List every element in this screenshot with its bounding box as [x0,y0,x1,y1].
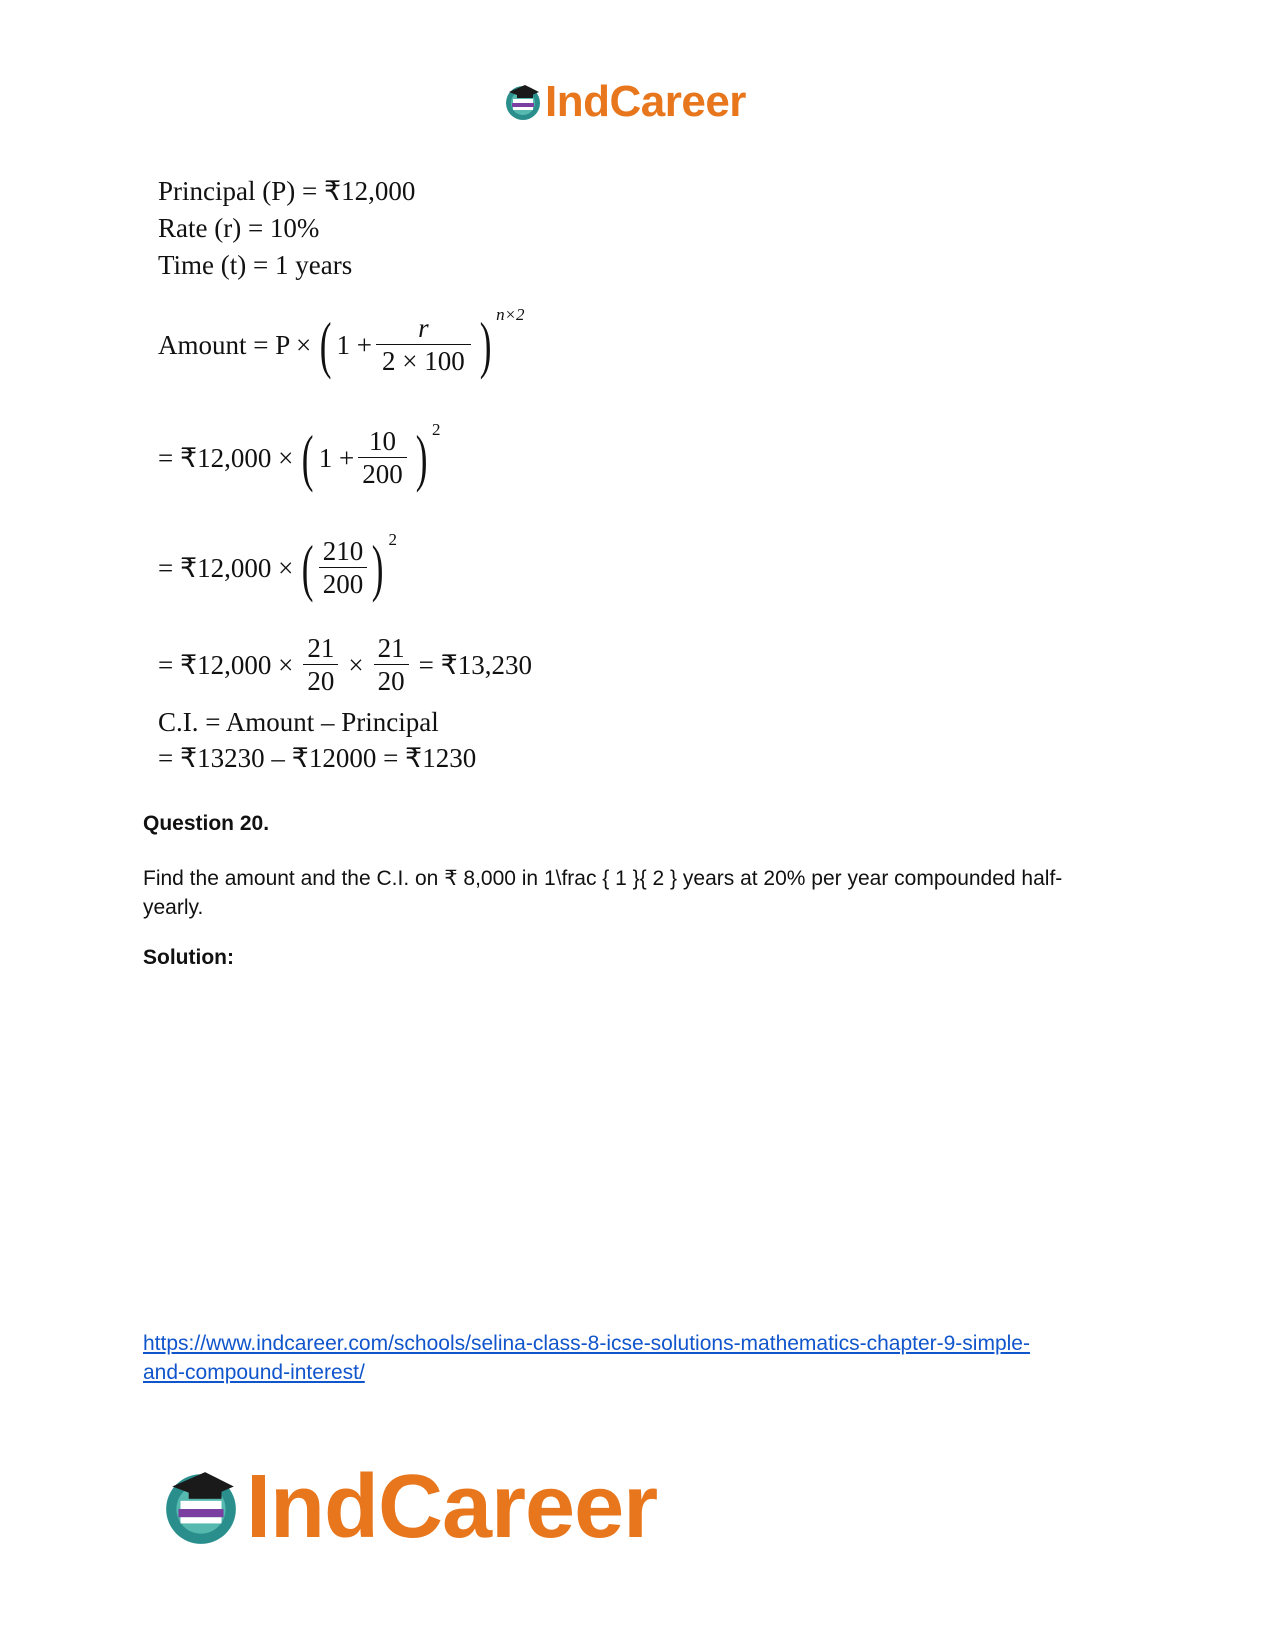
logo-wordmark: IndCareer [246,1457,658,1557]
formula-fraction [376,315,471,375]
source-link[interactable] [143,1329,1103,1387]
step2-numerator: 210 [322,536,364,566]
step3-line [158,630,532,700]
step3-denominator-1: 20 [303,664,338,695]
principal-line: Principal (P) = ₹12,000 [158,176,416,206]
ci-block [158,707,476,774]
step2-exponent: 2 [388,530,398,549]
step3-numerator-2: 21 [377,633,405,663]
calc-block [158,176,678,287]
step3-prefix: = ₹12,000 × [158,649,294,680]
source-link-line-2[interactable]: and-compound-interest/ [143,1361,365,1384]
left-paren: ( [320,309,332,380]
right-paren: ) [415,422,428,493]
logo-wordmark: IndCareer [545,77,746,126]
ci-formula-line: C.I. = Amount – Principal [158,707,439,737]
step1-denominator: 200 [358,457,407,488]
amount-label: Amount = P × [158,329,312,360]
step1-exponent: 2 [432,420,441,439]
graduation-globe-icon [503,82,543,122]
solution-label: Solution: [143,946,234,969]
left-paren: ( [302,532,314,603]
source-link-line-1[interactable]: https://www.indcareer.com/schools/selina-class-8-icse-solutions-mathematics-chapter-9-simple- [143,1332,1030,1355]
step3-result: = ₹13,230 [418,649,533,680]
right-paren: ) [479,309,492,380]
time-line: Time (t) = 1 years [158,250,353,280]
step2-fraction [319,538,368,598]
right-paren: ) [371,532,384,603]
step2-denominator: 200 [319,567,368,598]
step1-line [158,418,441,498]
amount-formula [158,302,525,388]
step1-prefix: = ₹12,000 × [158,442,294,473]
footer-logo [160,1457,658,1557]
question-heading: Question 20. [143,812,270,835]
step1-fraction [358,428,407,488]
ci-result-line: = ₹13230 – ₹12000 = ₹1230 [158,743,477,773]
step2-prefix: = ₹12,000 × [158,552,294,583]
one-plus: 1 + [336,329,373,360]
formula-denominator: 2 × 100 [376,344,471,375]
graduation-globe-icon [160,1466,242,1548]
one-plus: 1 + [318,442,355,473]
step1-numerator: 10 [368,426,396,456]
step3-denominator-2: 20 [374,664,409,695]
step3-numerator-1: 21 [307,633,335,663]
header-logo [503,77,746,126]
step2-line [158,528,397,608]
formula-exponent: n×2 [496,305,525,324]
rate-line: Rate (r) = 10% [158,213,320,243]
question-text: Find the amount and the C.I. on ₹ 8,000 in 1\frac { 1 }{ 2 } years at 20% per year compounded half- yearly. [143,867,1063,919]
step3-fraction-2 [374,635,409,695]
times-sign: × [348,649,364,680]
step3-fraction-1 [303,635,338,695]
formula-numerator: r [418,313,429,343]
left-paren: ( [302,422,314,493]
